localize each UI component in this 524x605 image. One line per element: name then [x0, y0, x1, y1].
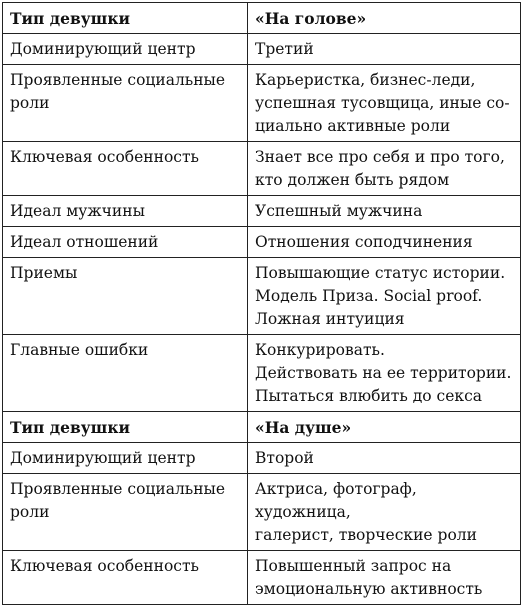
- table-row: [3, 443, 521, 474]
- type-label-cell: Тип девушки: [3, 412, 248, 443]
- table-row: [3, 474, 521, 551]
- row-label: Главные ошибки: [3, 335, 248, 412]
- row-label: Проявленные социальные роли: [3, 65, 248, 142]
- row-value: Знает все про себя и про того, кто должен быть рядом: [248, 142, 521, 196]
- table-header-row: [3, 412, 521, 443]
- table-row: [3, 34, 521, 65]
- row-value: Успешный мужчина: [248, 196, 521, 227]
- row-value: Отношения соподчинения: [248, 227, 521, 258]
- table-row: [3, 335, 521, 412]
- table-row: [3, 65, 521, 142]
- row-label: Проявленные социальные роли: [3, 474, 248, 551]
- row-value: Второй: [248, 443, 521, 474]
- row-label: Ключевая особенность: [3, 142, 248, 196]
- row-value: Карьеристка, бизнес-леди, успешная тусовщица, иные со- циально активные роли: [248, 65, 521, 142]
- row-label: Приемы: [3, 258, 248, 335]
- type-value-cell: «На голове»: [248, 3, 521, 34]
- type-value-cell: «На душе»: [248, 412, 521, 443]
- table-row: [3, 258, 521, 335]
- row-label: Доминирующий центр: [3, 443, 248, 474]
- row-label: Доминирующий центр: [3, 34, 248, 65]
- row-value: Повышенный запрос на эмоциональную активность: [248, 551, 521, 605]
- row-label: Ключевая особенность: [3, 551, 248, 605]
- type-label-cell: Тип девушки: [3, 3, 248, 34]
- row-value: Актриса, фотограф, художница, галерист, творческие роли: [248, 474, 521, 551]
- row-label: Идеал мужчины: [3, 196, 248, 227]
- girl-type-table: [2, 2, 521, 605]
- table-header-row: [3, 3, 521, 34]
- table-row: [3, 142, 521, 196]
- row-value: Повышающие статус истории. Модель Приза. Social proof. Ложная интуиция: [248, 258, 521, 335]
- table-row: [3, 196, 521, 227]
- row-value: Конкурировать. Действовать на ее территории. Пытаться влюбить до секса: [248, 335, 521, 412]
- row-label: Идеал отношений: [3, 227, 248, 258]
- row-value: Третий: [248, 34, 521, 65]
- table-row: [3, 227, 521, 258]
